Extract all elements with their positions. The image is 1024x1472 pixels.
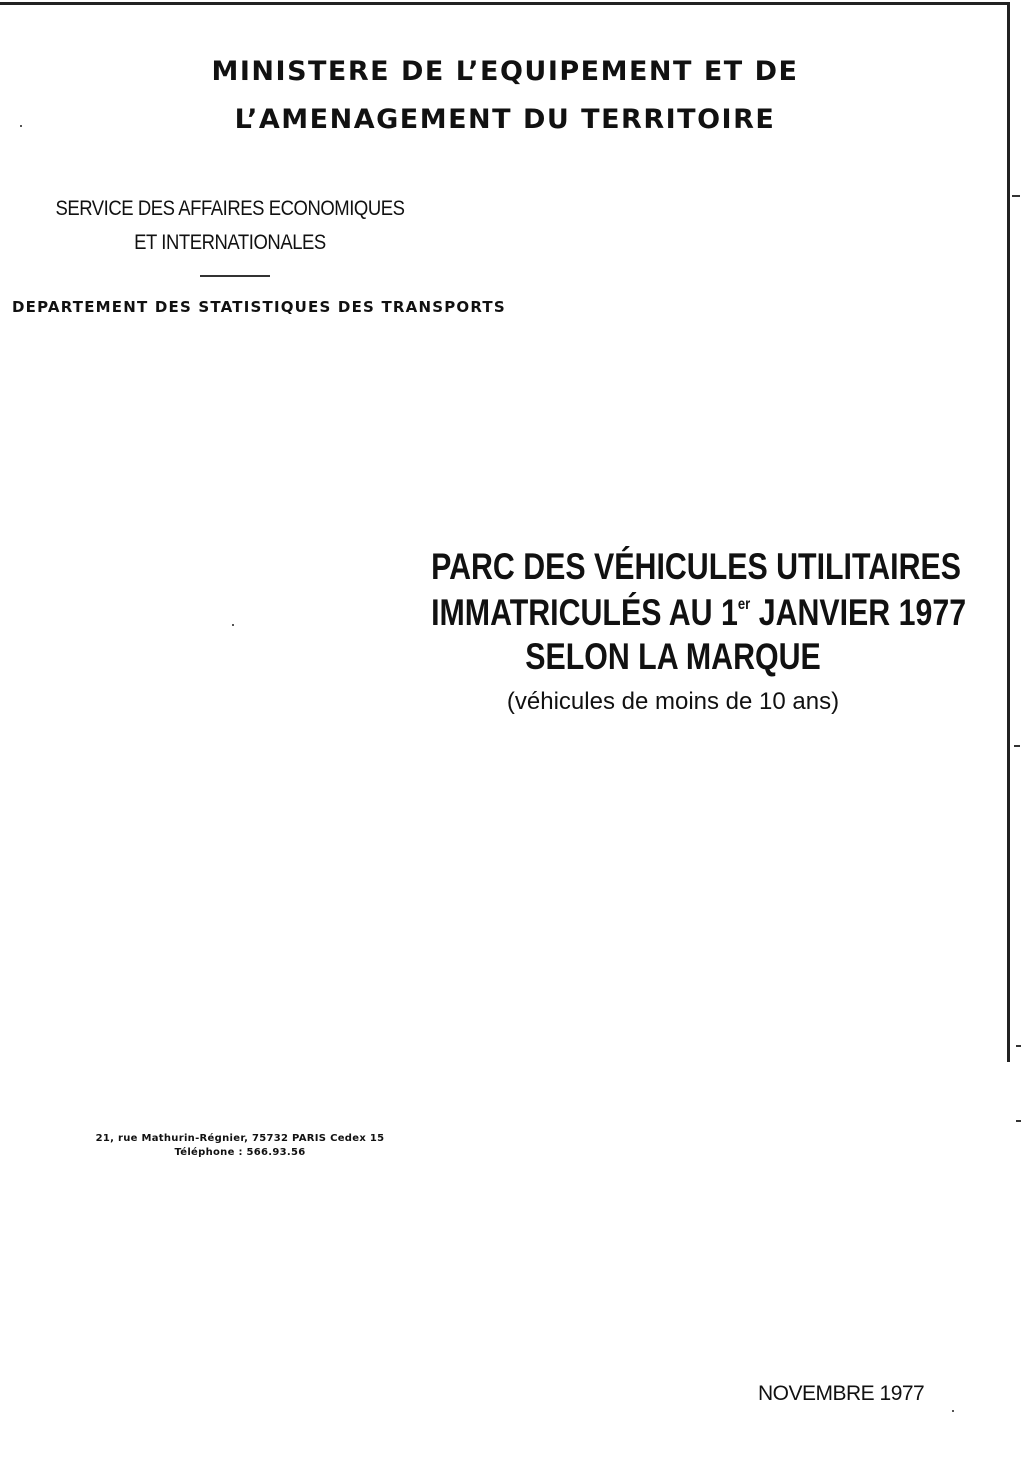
service-name-line2: ET INTERNATIONALES	[134, 231, 326, 254]
publication-date: NOVEMBRE 1977	[758, 1382, 925, 1405]
ministry-title-line2: L’AMENAGEMENT DU TERRITOIRE	[234, 104, 776, 135]
department-name: DEPARTEMENT DES STATISTIQUES DES TRANSPORTS	[12, 298, 506, 316]
report-title-line2-end: JANVIER 1977	[750, 592, 967, 633]
page-border-top	[0, 2, 1010, 5]
report-title-line2	[431, 592, 967, 633]
report-subtitle: (véhicules de moins de 10 ans)	[506, 688, 840, 715]
edge-mark	[1014, 745, 1020, 747]
ministry-title-line1: MINISTERE DE L’EQUIPEMENT ET DE	[211, 56, 799, 87]
separator-rule	[200, 275, 270, 277]
edge-mark	[1016, 1120, 1021, 1122]
edge-mark	[1016, 1045, 1021, 1047]
report-title-line2-start: IMMATRICULÉS AU 1	[431, 592, 738, 633]
service-name-line1: SERVICE DES AFFAIRES ECONOMIQUES	[55, 197, 405, 220]
report-title-line1: PARC DES VÉHICULES UTILITAIRES	[431, 546, 961, 587]
telephone-line: Téléphone : 566.93.56	[174, 1147, 306, 1158]
address-line: 21, rue Mathurin-Régnier, 75732 PARIS Cedex 15	[95, 1133, 385, 1144]
scan-speck	[952, 1410, 954, 1412]
scan-speck	[232, 624, 234, 626]
report-title-line3: SELON LA MARQUE	[525, 636, 821, 677]
page-border-right	[1007, 2, 1010, 1062]
ordinal-superscript: er	[737, 596, 751, 613]
edge-mark	[1012, 195, 1020, 197]
